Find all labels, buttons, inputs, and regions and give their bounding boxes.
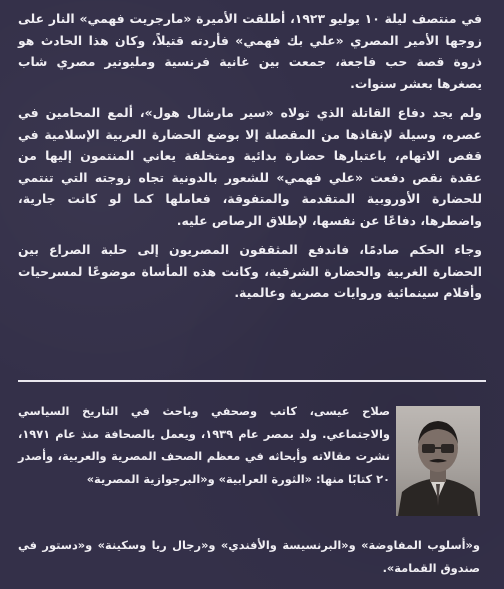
- blurb-paragraph-2: ولم يجد دفاع القاتلة الذي تولاه «سير مارشال هول»، ألمع المحامين في عصره، وسيلة لإنقاذها من المقصلة إلا بوضع الحضارة العربية الإسلامية في قفص الاتهام، باعتبارها حضارة بدائية ومتخلفة يعاني المنتمون إليها من عقدة نقص دفعت «علي فهمي» للشعور بالدونية تجاه زوجته التي تنتمي للحضارة الأوروبية المتقدمة والمتفوقة، فعاملها كما لو كانت جارية، واضطرها، دفاعًا عن نفسها، لإطلاق الرصاص عليه.: [18, 105, 482, 228]
- author-bio-continued: [18, 534, 480, 579]
- author-bio: [18, 400, 390, 490]
- divider-line: [18, 380, 486, 382]
- blurb-paragraph-1: في منتصف ليلة ١٠ يوليو ١٩٢٣، أطلقت الأميرة «مارجريت فهمي» النار على زوجها الأمير المصري «علي بك فهمي» فأردته قتيلاً، وكان هذا الحادث هو ذروة قصة حب فاجعة، جمعت بين غانية فرنسية ومليونير مصري شاب يصغرها بعشر سنوات.: [18, 11, 482, 91]
- author-portrait-icon: [396, 406, 480, 516]
- blurb-text: [18, 8, 482, 312]
- author-bio-text: صلاح عيسى، كاتب وصحفي وباحث في التاريخ السياسي والاجتماعي. ولد بمصر عام ١٩٣٩، ويعمل بالصحافة منذ عام ١٩٧١، نشرت مقالاته وأبحاثه في معظم الصحف المصرية والعربية، وأصدر ٢٠ كتابًا منها: «الثورة العرابية» و«البرجوازية المصرية»: [18, 404, 390, 486]
- author-photo: [396, 406, 480, 516]
- author-bio-text-continued: و«أسلوب المفاوضة» و«البرنسيسة والأفندي» و«رجال ريا وسكينة» و«دستور في صندوق القمامة».: [18, 538, 480, 575]
- blurb-paragraph-3: وجاء الحكم صادمًا، فاندفع المثقفون المصريون إلى حلبة الصراع بين الحضارة الغربية والحضارة الشرقية، وكانت هذه المأساة موضوعًا لمسرحيات وأفلام سينمائية وروايات مصرية وعالمية.: [18, 242, 482, 300]
